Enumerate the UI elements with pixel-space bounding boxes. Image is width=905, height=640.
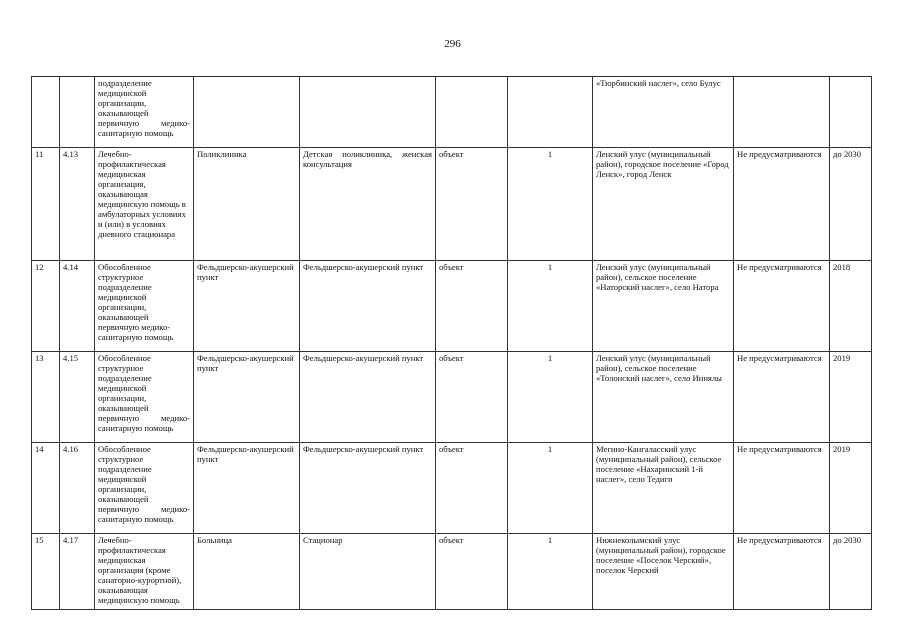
table-row [32, 352, 872, 443]
objects-table [31, 76, 872, 610]
cell-location: Нижнеколымский улус (муниципальный район), городское поселение «Поселок Черский», поселок Черский [593, 534, 734, 610]
cell-code [60, 77, 95, 148]
cell-name: Стационар [300, 534, 436, 610]
cell-count [508, 77, 593, 148]
table-row [32, 77, 872, 148]
cell-type: подразделение медицинской организации, оказывающей первичную медико-санитарную помощь [95, 77, 194, 148]
cell-number: 14 [32, 443, 60, 534]
cell-kind: Больница [194, 534, 300, 610]
cell-name [300, 77, 436, 148]
cell-name: Фельдшерско-акушерский пункт [300, 261, 436, 352]
cell-term [830, 77, 872, 148]
cell-term: 2019 [830, 352, 872, 443]
cell-kind: Фельдшерско-акушерский пункт [194, 443, 300, 534]
cell-unit [436, 77, 508, 148]
cell-number: 13 [32, 352, 60, 443]
cell-code: 4.16 [60, 443, 95, 534]
cell-location: Ленский улус (муниципальный район), сельское поселение «Наторский наслег», село Натора [593, 261, 734, 352]
cell-kind: Фельдшерско-акушерский пункт [194, 352, 300, 443]
cell-unit: объект [436, 352, 508, 443]
cell-zones: Не предусматриваются [734, 352, 830, 443]
cell-name: Фельдшерско-акушерский пункт [300, 352, 436, 443]
cell-code: 4.13 [60, 148, 95, 261]
cell-zones: Не предусматриваются [734, 148, 830, 261]
cell-type: Обособленное структурное подразделение медицинской организации, оказывающей первичную медико-санитарную помощь [95, 261, 194, 352]
cell-code: 4.14 [60, 261, 95, 352]
cell-location: Мегино-Кангаласский улус (муниципальный район), сельское поселение «Нахаринский 1-й наслег», село Тедиги [593, 443, 734, 534]
cell-location: «Тюрбинский наслег», село Булус [593, 77, 734, 148]
cell-zones: Не предусматриваются [734, 443, 830, 534]
cell-number: 15 [32, 534, 60, 610]
cell-count: 1 [508, 534, 593, 610]
cell-name: Фельдшерско-акушерский пункт [300, 443, 436, 534]
cell-type: Лечебно-профилактическая медицинская организация (кроме санаторно-курортной), оказывающая медицинскую помощь [95, 534, 194, 610]
cell-kind: Фельдшерско-акушерский пункт [194, 261, 300, 352]
cell-zones: Не предусматриваются [734, 534, 830, 610]
cell-location: Ленский улус (муниципальный район), сельское поселение «Толонский наслег», село Иннялы [593, 352, 734, 443]
cell-count: 1 [508, 352, 593, 443]
cell-term: до 2030 [830, 148, 872, 261]
cell-number: 11 [32, 148, 60, 261]
cell-type: Обособленное структурное подразделение медицинской организации, оказывающей первичную медико-санитарную помощь [95, 443, 194, 534]
cell-unit: объект [436, 261, 508, 352]
cell-term: 2019 [830, 443, 872, 534]
cell-name: Детская поликлиника, женская консультация [300, 148, 436, 261]
cell-type: Обособленное структурное подразделение медицинской организации, оказывающей первичную медико-санитарную помощь [95, 352, 194, 443]
cell-term: 2018 [830, 261, 872, 352]
cell-term: до 2030 [830, 534, 872, 610]
cell-zones [734, 77, 830, 148]
cell-unit: объект [436, 148, 508, 261]
cell-unit: объект [436, 443, 508, 534]
cell-count: 1 [508, 148, 593, 261]
cell-number: 12 [32, 261, 60, 352]
cell-code: 4.17 [60, 534, 95, 610]
cell-kind: Поликлиника [194, 148, 300, 261]
cell-count: 1 [508, 261, 593, 352]
table-row [32, 443, 872, 534]
table-row [32, 534, 872, 610]
table-row [32, 148, 872, 261]
cell-zones: Не предусматриваются [734, 261, 830, 352]
table-row [32, 261, 872, 352]
cell-code: 4.15 [60, 352, 95, 443]
cell-count: 1 [508, 443, 593, 534]
cell-number [32, 77, 60, 148]
page-number: 296 [444, 38, 461, 50]
cell-kind [194, 77, 300, 148]
cell-type: Лечебно-профилактическая медицинская организация, оказывающая медицинскую помощь в амбулаторных условиях и (или) в условиях дневного стационара [95, 148, 194, 261]
cell-location: Ленский улус (муниципальный район), городское поселение «Город Ленск», город Ленск [593, 148, 734, 261]
cell-unit: объект [436, 534, 508, 610]
